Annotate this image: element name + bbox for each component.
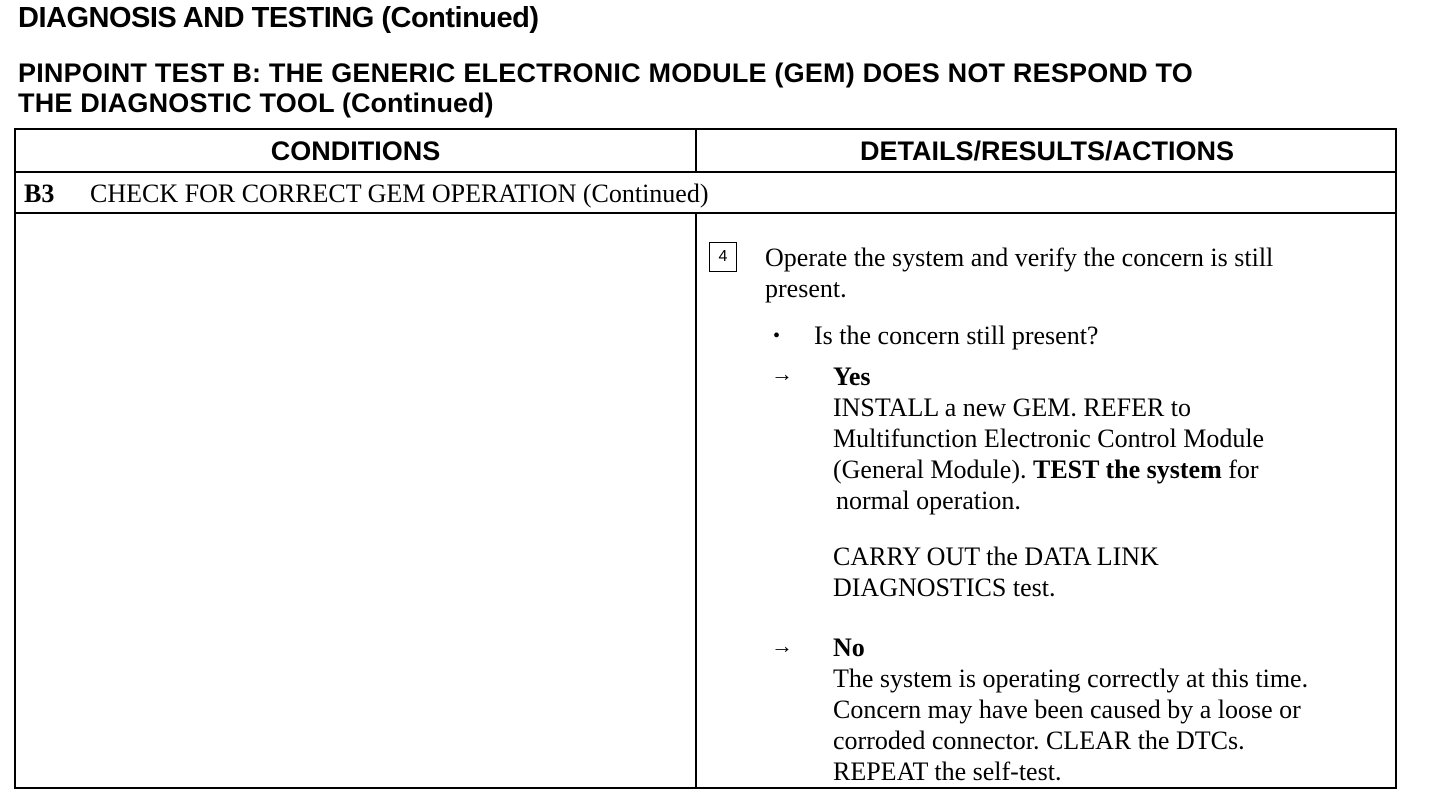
pinpoint-test-title-continued <box>18 88 493 119</box>
details-column-header: DETAILS/RESULTS/ACTIONS <box>859 136 1234 166</box>
no-line-3: corroded connector. CLEAR the DTCs. <box>833 726 1245 755</box>
column-divider-body <box>695 214 697 787</box>
yes-label: Yes <box>833 362 871 391</box>
yes-line-3 <box>833 454 1264 485</box>
step-divider <box>16 212 1395 214</box>
step-number-box: 4 <box>709 242 737 272</box>
header-divider <box>16 171 1395 173</box>
no-line-4: REPEAT the self-test. <box>833 757 1062 786</box>
instruction-line-2: present. <box>765 274 847 303</box>
pinpoint-test-table <box>14 128 1397 789</box>
no-label: No <box>833 633 865 662</box>
pinpoint-test-title-line2: THE DIAGNOSTIC TOOL <box>18 88 335 118</box>
yes-line-3c: for <box>1221 455 1259 484</box>
continued-label: (Continued) <box>342 88 494 118</box>
yes-line-5: CARRY OUT the DATA LINK <box>833 542 1159 571</box>
no-line-1: The system is operating correctly at this time. <box>833 664 1309 693</box>
bullet-icon: • <box>773 325 781 347</box>
yes-line-4: normal operation. <box>836 486 1021 515</box>
page-title: DIAGNOSIS AND TESTING (Continued) <box>18 2 539 34</box>
no-arrow-icon: → <box>771 633 793 658</box>
yes-line-6: DIAGNOSTICS test. <box>833 573 1056 602</box>
yes-line-3b: TEST the system <box>1032 455 1222 484</box>
pinpoint-test-title: PINPOINT TEST B: THE GENERIC ELECTRONIC MODULE (GEM) DOES NOT RESPOND TO <box>18 58 1193 88</box>
conditions-column-header: CONDITIONS <box>270 136 441 166</box>
no-action-text <box>833 663 1308 787</box>
step-id: B3 <box>24 179 55 208</box>
yes-line-2: Multifunction Electronic Control Module <box>833 424 1265 453</box>
instruction-line-1: Operate the system and verify the concern is still <box>765 243 1274 272</box>
instruction-text <box>765 242 1273 304</box>
step-title: CHECK FOR CORRECT GEM OPERATION (Continued) <box>90 179 709 208</box>
yes-action-text-2 <box>833 541 1159 603</box>
yes-action-text <box>833 392 1264 516</box>
yes-line-1: INSTALL a new GEM. REFER to <box>833 393 1192 422</box>
no-line-2: Concern may have been caused by a loose or <box>833 695 1301 724</box>
yes-line-3a: (General Module). <box>833 455 1027 484</box>
yes-arrow-icon: → <box>771 361 793 386</box>
question-text: Is the concern still present? <box>814 321 1099 350</box>
